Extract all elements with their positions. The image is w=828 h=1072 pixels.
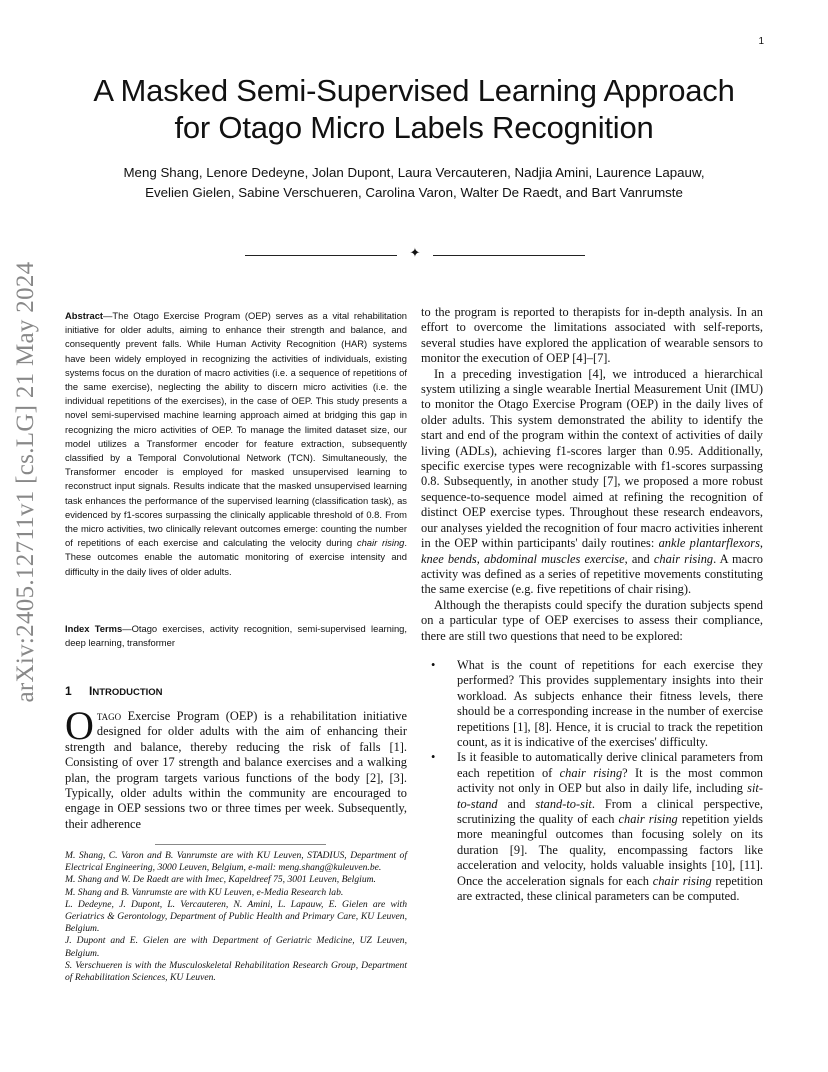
- list-item-text: repetition yields more meaningful outcomes than focusing solely on its duration [9]. The quality, encompassing factors like acceleration and velocity, holds valuable insights [10], [11]. Once the acceleration signals for each: [457, 812, 763, 888]
- title-separator: [245, 248, 585, 262]
- paragraph: Although the therapists could specify the duration subjects spend on a particular type of OEP exercises to assess their compliance, there are still two questions that need to be explored:: [421, 597, 763, 643]
- exercise-list-italic: ankle plantarflexors, knee bends, abdominal muscles exercise: [421, 536, 763, 566]
- list-item-text: What is the count of repetitions for each exercise they performed? This provides supplementary insights into their workload. As subjects enhance their fitness levels, there should be a corresponding increase in the number of exercise repetitions [1], [8]. Hence, it is crucial to track the repetition count, as it is indicative of the exercises' difficulty.: [457, 657, 763, 749]
- abstract-italic: chair rising: [356, 537, 405, 549]
- list-item-text: ? It is the most common activity not only in OEP but also in daily life, including: [457, 765, 764, 796]
- diamond-ornament-icon: ✦: [409, 246, 421, 261]
- separator-rule-left: [245, 255, 397, 256]
- drop-cap: O: [65, 703, 94, 748]
- abstract: [65, 309, 407, 579]
- paper-title: [0, 72, 828, 146]
- italic-term: stand-to-sit: [535, 796, 592, 811]
- arxiv-identifier: arXiv:2405.12711v1 [cs.LG] 21 May 2024: [12, 261, 39, 703]
- index-terms-text: —Otago exercises, activity recognition, semi-supervised learning, deep learning, transformer: [65, 623, 407, 649]
- italic-term: chair rising: [559, 765, 623, 780]
- index-terms: [65, 622, 407, 650]
- list-item: [421, 750, 763, 904]
- italic-term: chair rising: [652, 873, 712, 888]
- list-item: [421, 658, 763, 750]
- list-item-text: . From a clinical perspective, scrutinizing the quality of each: [457, 796, 763, 826]
- list-item-text: Is it feasible to automatically derive clinical parameters from each repetition of: [457, 750, 763, 780]
- footnote-rule: [155, 844, 326, 845]
- section-number: 1: [65, 684, 72, 698]
- italic-term: chair rising: [618, 812, 678, 826]
- list-item-text: and: [497, 796, 536, 811]
- authors-line-2: Evelien Gielen, Sabine Verschueren, Carolina Varon, Walter De Raedt, and Bart Vanrumste: [145, 185, 683, 200]
- intro-text: Exercise Program (OEP) is a rehabilitation initiative designed for older adults with the aim of enhancing their strength and balance, thereby reducing the risk of falls [1]. Consisting of over 17 strength and balance exercises and a walking plan, the program targets various functions of the body [2], [3]. Typically, older adults within the community are encouraged to engage in OEP sessions two or three times per week. Subsequently, their adherence: [65, 709, 407, 831]
- bullet-icon: •: [431, 750, 436, 765]
- section-title-rest: NTRODUCTION: [92, 687, 163, 698]
- footnote: M. Shang, C. Varon and B. Vanrumste are with KU Leuven, STADIUS, Department of Electrical Engineering, 3000 Leuven, Belgium, e-mail: meng.shang@kuleuven.be.: [65, 850, 407, 874]
- index-terms-label: Index Terms: [65, 623, 123, 634]
- separator-rule-right: [433, 255, 585, 256]
- paragraph-text: In a preceding investigation [4], we introduced a hierarchical system utilizing a single wearable Inertial Measurement Unit (IMU) to monitor the Otago Exercise Program (OEP) in the daily lives of older adults. This system demonstrated the ability to identify the start and end of the program within the context of activities of daily living (ADLs), achieving f1-scores larger than 0.95. Additionally, specific exercise types were recognizable with f1-scores surpassing 0.8. Subsequently, in another study [7], we proposed a more robust sequence-to-sequence model aimed at refining the recognition of distinct OEP exercise types. Throughout these research endeavors, our analyses yielded the recognition of four macro activities inherent in the OEP within participants' daily routines:: [421, 366, 763, 551]
- abstract-label: Abstract: [65, 310, 104, 321]
- paragraph-text: , and: [624, 551, 654, 566]
- paragraph-text: . A macro activity was defined as a series of repetitive movements constituting the same exercise (e.g. five repetitions of chair rising).: [421, 551, 764, 597]
- question-list: [421, 658, 763, 905]
- author-list: [0, 163, 828, 203]
- title-line-1: A Masked Semi-Supervised Learning Approach: [93, 73, 735, 108]
- title-line-2: for Otago Micro Labels Recognition: [174, 110, 654, 145]
- section-heading: [65, 684, 163, 698]
- abstract-text: —The Otago Exercise Program (OEP) serves as a vital rehabilitation initiative for older adults, aiming to enhance their strength and balance, and consequently prevent falls. While Human Activity Recognition (HAR) systems have been widely employed in recognizing the activities of individuals, existing systems focus on the duration of macro activities (i.e. a sequence of repetitions of the same exercise), neglecting the ability to discern micro activities (i.e. the individual repetitions of the exercises), in the case of OEP. This study presents a novel semi-supervised machine learning approach aimed at bridging this gap in recognizing the micro activities of OEP. To manage the limited dataset size, our model utilizes a Transformer encoder for feature extraction, subsequently classified by a Temporal Convolutional Network (TCN). Simultaneously, the Transformer encoder is employed for masked unsupervised learning to reconstruct input signals. Results indicate that the masked unsupervised learning task enhances the performance of the supervised learning (classification task), as evidenced by f1-scores surpassing the clinically applicable threshold of 0.8. From the micro activities, two clinically relevant outcomes emerge: counting the number of repetitions of each exercise and calculating the velocity during: [65, 310, 407, 549]
- footnote: L. Dedeyne, J. Dupont, L. Vercauteren, N. Amini, L. Lapauw, E. Gielen are with Geriatrics & Gerontology, Department of Public Health and Primary Care, KU Leuven, Belgium.: [65, 898, 407, 935]
- chair-rising-italic: chair rising: [653, 551, 714, 566]
- bullet-icon: •: [431, 657, 436, 672]
- footnote: M. Shang and W. De Raedt are with Imec, Kapeldreef 75, 3001 Leuven, Belgium.: [65, 874, 376, 886]
- intro-smallcap: tago: [96, 709, 122, 723]
- footnote: J. Dupont and E. Gielen are with Department of Geriatric Medicine, UZ Leuven, Belgium.: [65, 935, 407, 959]
- right-column-body: [421, 305, 763, 904]
- affiliation-footnotes: [65, 850, 407, 984]
- page-number: 1: [758, 36, 764, 47]
- paragraph: to the program is reported to therapists for in-depth analysis. In an effort to overcome the limitations associated with self-reports, several studies have explored the application of wearable sensors to monitor the execution of OEP [4]–[7].: [421, 305, 763, 366]
- abstract-text-end: . These outcomes enable the automatic monitoring of exercise intensity and difficulty in the daily lives of older adults.: [65, 537, 407, 577]
- section-title-initial: I: [89, 684, 93, 698]
- footnote: S. Verschueren is with the Musculoskeletal Rehabilitation Research Group, Department of Rehabilitation Sciences, KU Leuven.: [65, 959, 407, 984]
- italic-term: sit-to-stand: [457, 781, 763, 811]
- introduction-paragraph: [65, 703, 407, 832]
- paragraph: [421, 367, 763, 598]
- footnote: M. Shang and B. Vanrumste are with KU Leuven, e-Media Research lab.: [65, 886, 344, 898]
- arxiv-watermark: [6, 261, 46, 703]
- authors-line-1: Meng Shang, Lenore Dedeyne, Jolan Dupont, Laura Vercauteren, Nadjia Amini, Laurence Lapauw,: [123, 165, 705, 180]
- list-item-text: repetition are extracted, these clinical parameters can be computed.: [457, 873, 763, 904]
